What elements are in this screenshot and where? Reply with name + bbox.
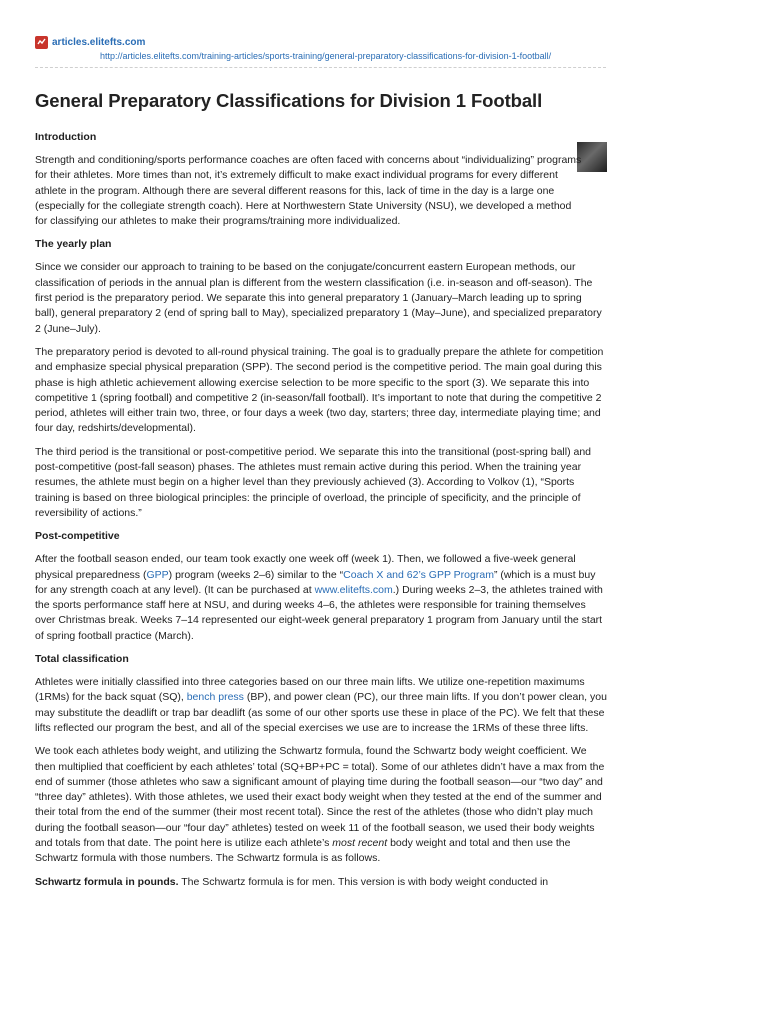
total-text-2: (BP), and power clean (PC), our three main lifts. If you don’t power clean, you may substitute the deadlift or trap bar deadlift (as some of our other sports use these in place of the PC). We felt that these lifts reflected our program the best, and all of the special exercises we use are to increase the 1RMs of these three lifts. <box>35 691 607 734</box>
post-competitive-paragraph <box>35 552 607 644</box>
article-title: General Preparatory Classifications for Division 1 Football <box>35 90 543 111</box>
yearly-paragraph-1: Since we consider our approach to training to be based on the conjugate/concurrent eastern European methods, our classification of periods in the annual plan is different from the western classification (i.e. in-season and off-season). The first period is the preparatory period. We separate this into general preparatory 1 (January–March leading up to spring ball), general preparatory 2 (end of spring ball to May), specialized preparatory 1 (May–June), and specialized preparatory 2 (June–July). <box>35 261 602 335</box>
site-name-link[interactable]: articles.elitefts.com <box>52 36 146 48</box>
total2-text-1: We took each athletes body weight, and utilizing the Schwartz formula, found the Schwartz body weight coefficient. We then multiplied that coefficient by each athletes’ total (SQ+BP+PC = total). Some of our athletes didn’t have a max from the end of summer (those athletes who saw a significant amount of playing time during the football season—our “two day” and “three day” athletes). With those athletes, we used their exact body weight when they tested at the end of the summer and their total from the end of the summer (their most recent total). Since the rest of the athletes (those who didn’t play much during the football season—our “four day” athletes) tested on week 11 of the football season, we used their body weights and totals from that date. The point here is utilize each athlete’s <box>35 745 605 849</box>
intro-paragraph: Strength and conditioning/sports performance coaches are often faced with concerns about “individualizing” programs for their athletes. More times than not, it’s extremely difficult to make exact individual programs for every different athlete in the program. Although there are several different reasons for this, lack of time in the day is a large one (especially for the collegiate strength coach). Here at Northwestern State University (NSU), we developed a method for classifying our athletes to make their programs/training more individualized. <box>35 154 582 228</box>
total-classification-heading: Total classification <box>35 653 129 666</box>
total-paragraph-1 <box>35 675 607 736</box>
yearly-plan-heading: The yearly plan <box>35 238 112 251</box>
yearly-paragraph-2: The preparatory period is devoted to all-round physical training. The goal is to gradually prepare the athlete for competition and emphasize special physical preparation (SPP). The second period is the competitive period. The main goal during this phase is high athletic achievement allowing exercise selection to be more specific to the sport (3). We separate this into competitive 1 (spring football) and competitive 2 (in-season/fall football). It’s important to note that during the competitive 2 period, athletes will either train two, three, or four days a week (two day, starters; three day, intermediate playing time; and four day, redshirts/developmental). <box>35 345 604 435</box>
elitefts-logo-icon <box>35 36 48 49</box>
intro-heading: Introduction <box>35 131 97 143</box>
article-body <box>35 130 607 898</box>
post-text-2: ) program (weeks 2–6) similar to the “ <box>168 568 344 581</box>
total-paragraph-2 <box>35 744 607 866</box>
schwartz-bold-lead: Schwartz formula in pounds. <box>35 875 179 888</box>
elitefts-site-link[interactable]: www.elitefts.com <box>314 583 393 596</box>
site-header <box>35 34 735 61</box>
header-divider <box>35 67 606 68</box>
total-text-1: Athletes were initially classified into three categories based on our three main lifts. We utilize one-repetition maximums (1RMs) for the back squat (SQ), <box>35 676 585 704</box>
most-recent-emphasis: most recent <box>332 836 388 849</box>
post-text-3: ” (which is a must buy for any strength coach at any level). (It can be purchased at <box>35 568 596 596</box>
total2-text-2: body weight and total and then use the Schwartz formula with those numbers. The Schwartz formula is as follows. <box>35 836 571 865</box>
gpp-link[interactable]: GPP <box>146 568 169 581</box>
post-text-1: After the football season ended, our team took exactly one week off (week 1). Then, we followed a five-week general physical preparedness ( <box>35 553 576 581</box>
schwartz-text: The Schwartz formula is for men. This version is with body weight conducted in <box>178 875 549 888</box>
bench-press-link[interactable]: bench press <box>186 691 244 704</box>
article-url-link[interactable]: http://articles.elitefts.com/training-articles/sports-training/general-preparatory-classifications-for-division-1-football/ <box>100 51 552 61</box>
post-text-4: .) During weeks 2–3, the athletes trained with the sports performance staff here at NSU, and during weeks 4–6, the athletes were responsible for training themselves over Christmas break. Weeks 7–14 represented our eight-week general preparatory 1 program from January until the start of spring football practice (March). <box>35 583 603 642</box>
schwartz-paragraph <box>35 875 607 890</box>
coach-x-program-link[interactable]: Coach X and 62’s GPP Program <box>343 568 494 581</box>
yearly-paragraph-3: The third period is the transitional or post-competitive period. We separate this into the transitional (post-spring ball) and post-competitive (post-fall season) phases. The athletes must remain active during this period. When the training year resumes, the athlete must begin on a higher level than they previously achieved (3). According to Volkov (1), “Sports training is based on three biological principles: the principle of overload, the principle of specificity, and the principle of reversibility of actions.” <box>35 445 592 519</box>
post-competitive-heading: Post-competitive <box>35 530 120 543</box>
